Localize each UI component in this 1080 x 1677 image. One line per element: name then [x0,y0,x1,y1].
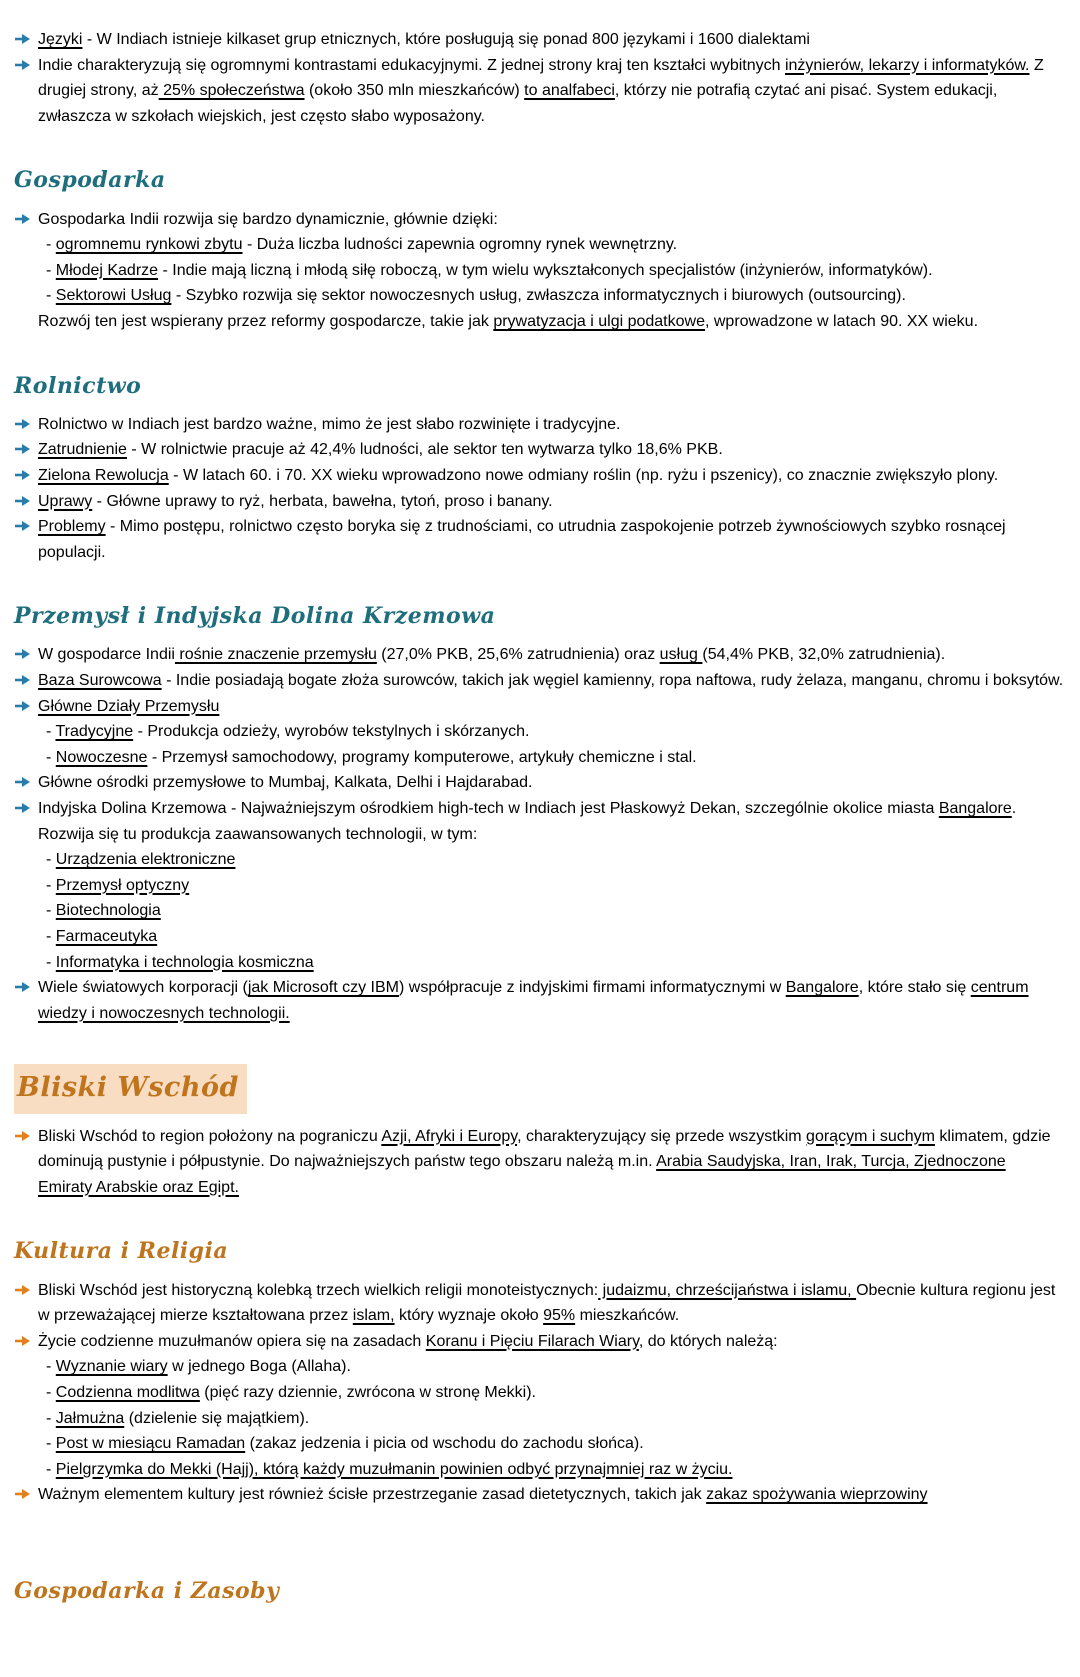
text-segment: - Indie posiadają bogate złoża surowców, takich jak węgiel kamienny, ropa naftowa, rudy żelaza, manganu, chromu i boksytów. [161,672,1064,690]
dash-sub-item [14,898,1064,924]
text-segment: - Produkcja odzieży, wyrobów tekstylnych i skórzanych. [133,723,530,741]
underlined-text: islam, [352,1307,395,1325]
arrow-bullet-icon [14,489,38,507]
underlined-text: 25% społeczeństwa [158,82,305,100]
underlined-text: Sektorowi Usług [55,287,172,305]
dash-sub-item [14,719,1064,745]
text-segment: Z drugiej strony, aż [38,56,1044,100]
arrow-bullet-icon [14,770,38,788]
dash-sub-item [14,924,1064,950]
dash-sub-item [14,950,1064,976]
text-segment: - [46,851,56,869]
underlined-text: Urządzenia elektroniczne [55,851,236,869]
arrow-list-item [14,514,1064,565]
arrow-bullet-icon [14,1124,38,1142]
text-segment: - [46,902,56,920]
arrow-list-item [14,796,1064,847]
list-item-text [38,796,1064,847]
list-item-text [38,1124,1064,1201]
dash-sub-item [14,847,1064,873]
list-item-text [38,412,1064,438]
arrow-bullet-icon [14,1278,38,1296]
list-item-text [38,1482,1064,1508]
underlined-text: Nowoczesne [55,748,148,766]
text-segment: Bliski Wschód jest historyczną kolebką trzech wielkich religii monoteistycznych: [38,1281,599,1299]
text-segment: Gospodarka Indii rozwija się bardzo dynamicznie, głównie dzięki: [38,210,498,228]
section-heading [14,599,1064,634]
dash-sub-item [14,1354,1064,1380]
text-segment: - Szybko rozwija się sektor nowoczesnych usług, zwłaszcza informatycznych i biurowych (outsourcing). [171,287,906,305]
list-item-text [38,489,1064,515]
dash-sub-item [14,1406,1064,1432]
text-segment: , do których należą: [638,1332,778,1350]
arrow-list-item [14,642,1064,668]
text-segment: Życie codzienne muzułmanów opiera się na zasadach [38,1332,426,1350]
text-segment: , wprowadzone w latach 90. XX wieku. [704,312,979,330]
list-item-text [38,53,1064,130]
arrow-bullet-icon [14,642,38,660]
text-segment: - W rolnictwie pracuje aż 42,4% ludności, ale sektor ten wytwarza tylko 18,6% PKB. [126,441,723,459]
text-segment: Ważnym elementem kultury jest również ścisłe przestrzeganie zasad dietetycznych, takich jak [38,1486,707,1504]
arrow-list-item [14,770,1064,796]
underlined-text: Koranu i Pięciu Filarach Wiary [425,1332,639,1350]
text-segment: - Mimo postępu, rolnictwo często boryka się z trudnościami, co utrudnia zaspokojenie potrzeb żywnościowych szybko rosnącej populacji. [38,518,1006,561]
arrow-list-item [14,27,1064,53]
dash-sub-item [14,1457,1064,1483]
underlined-text: jak Microsoft czy IBM [247,979,399,997]
text-segment: - [46,953,56,971]
arrow-bullet-icon [14,694,38,712]
dash-sub-item [14,258,1064,284]
text-segment: - Przemysł samochodowy, programy komputerowe, artykuły chemiczne i stal. [147,748,697,766]
dash-sub-item [14,283,1064,309]
text-segment: - [46,1460,56,1478]
underlined-text: Jałmużna [55,1409,125,1427]
arrow-bullet-icon [14,463,38,481]
arrow-list-item [14,694,1064,720]
arrow-bullet-icon [14,668,38,686]
text-segment: Rolnictwo w Indiach jest bardzo ważne, mimo że jest słabo rozwinięte i tradycyjne. [38,415,621,433]
list-item-text [38,770,1064,796]
arrow-bullet-icon [14,796,38,814]
text-segment: (pięć razy dziennie, zwrócona w stronę Mekki). [199,1383,536,1401]
text-segment: - [46,748,56,766]
section-heading [14,1574,1064,1609]
text-segment: - Indie mają liczną i młodą siłę roboczą, w tym wielu wykształconych specjalistów (inżynierów, informatyków). [158,261,933,279]
list-item-text [38,975,1064,1026]
arrow-bullet-icon [14,514,38,532]
arrow-list-item [14,412,1064,438]
text-segment: - [46,1409,56,1427]
section-heading [14,1064,1064,1113]
arrow-list-item [14,463,1064,489]
list-item-text [38,1329,1064,1355]
arrow-bullet-icon [14,975,38,993]
text-segment: Obecnie kultura regionu jest w przeważającej mierze kształtowana przez [38,1281,1056,1325]
text-segment: klimatem, gdzie dominują pustynie i półpustynie. Do najważniejszych państw tego obszaru należą m.in. [38,1127,1051,1171]
underlined-text: Przemysł optyczny [55,876,190,894]
underlined-text: gorącym i suchym [806,1127,935,1145]
text-segment: w jednego Boga (Allaha). [167,1358,351,1376]
continuation-paragraph [14,309,1064,335]
section-heading [14,163,1064,198]
arrow-list-item [14,1482,1064,1508]
dash-sub-item [14,232,1064,258]
list-item-text [38,207,1064,233]
underlined-text: to analfabeci [524,82,615,100]
text-segment: (27,0% PKB, 25,6% zatrudnienia) oraz [376,646,660,664]
dash-sub-item [14,745,1064,771]
text-segment: (około 350 mln mieszkańców) [304,82,525,100]
underlined-text: Pielgrzymka do Mekki (Hajj), którą każdy muzułmanin powinien odbyć przynajmniej raz w życiu. [55,1460,733,1478]
text-segment: . Rozwija się tu produkcja zaawansowanych technologii, w tym: [38,800,1017,843]
arrow-list-item [14,53,1064,130]
underlined-text: Biotechnologia [55,902,161,920]
section-heading-text: Kultura i Religia [14,1238,229,1265]
underlined-text: Bangalore [785,979,859,997]
list-item-text [38,1278,1064,1329]
section-heading-text: Gospodarka [14,167,166,194]
text-segment: - [46,261,56,279]
text-segment: Rozwój ten jest wspierany przez reformy gospodarcze, takie jak [38,312,494,330]
arrow-bullet-icon [14,412,38,430]
text-segment: - Główne uprawy to ryż, herbata, bawełna, tytoń, proso i banany. [92,492,553,510]
text-segment: - [46,1435,56,1453]
underlined-text: Farmaceutyka [55,928,158,945]
text-segment: - Duża liczba ludności zapewnia ogromny rynek wewnętrzny. [242,236,678,254]
text-segment: (54,4% PKB, 32,0% zatrudnienia). [702,646,946,664]
dash-sub-item [14,1431,1064,1457]
underlined-text: prywatyzacja i ulgi podatkowe [493,312,705,330]
arrow-list-item [14,207,1064,233]
list-item-text [38,27,1064,53]
arrow-bullet-icon [14,53,38,71]
underlined-text: 95% [543,1307,576,1325]
arrow-list-item [14,1124,1064,1201]
list-item-text [38,668,1064,694]
highlighted-heading-text: Bliski Wschód [14,1064,247,1113]
text-segment: Indyjska Dolina Krzemowa - Najważniejszym ośrodkiem high-tech w Indiach jest Płaskowyż Dekan, szczególnie okolice miasta [38,800,939,818]
underlined-text: Główne Działy Przemysłu [38,697,220,715]
arrow-bullet-icon [14,1482,38,1500]
text-segment: ) współpracuje z indyjskimi firmami informatycznymi w [398,979,786,997]
arrow-list-item [14,1329,1064,1355]
text-segment: - W latach 60. i 70. XX wieku wprowadzono nowe odmiany roślin (np. ryżu i pszenicy), co znacznie zwiększyło plony. [168,466,999,484]
text-segment: Wiele światowych korporacji ( [38,979,248,997]
underlined-text: Języki [38,31,83,48]
section-heading-text: Gospodarka i Zasoby [14,1577,280,1604]
underlined-text: usług [659,646,703,664]
text-segment: , charakteryzujący się przede wszystkim [517,1127,807,1145]
list-item-text [38,463,1064,489]
list-item-text [38,694,1064,720]
arrow-list-item [14,668,1064,694]
section-heading-text: Przemysł i Indyjska Dolina Krzemowa [14,603,496,630]
arrow-bullet-icon [14,437,38,455]
section-heading [14,1234,1064,1269]
underlined-text: Baza Surowcowa [38,672,162,690]
arrow-list-item [14,489,1064,515]
underlined-text: Problemy [38,518,106,536]
underlined-text: inżynierów, lekarzy i informatyków. [784,56,1030,74]
text-segment: - [46,1383,56,1401]
arrow-list-item [14,1278,1064,1329]
arrow-bullet-icon [14,27,38,45]
text-segment: mieszkańców. [575,1307,680,1325]
arrow-bullet-icon [14,207,38,225]
text-segment: Indie charakteryzują się ogromnymi kontrastami edukacyjnymi. Z jednej strony kraj ten kształci wybitnych [38,56,785,74]
underlined-text: Bangalore [938,800,1012,818]
underlined-text: Wyznanie wiary [55,1358,168,1376]
arrow-list-item [14,437,1064,463]
text-segment: - [46,236,56,254]
text-segment: (zakaz jedzenia i picia od wschodu do zachodu słońca). [245,1435,644,1453]
underlined-text: rośnie znaczenie przemysłu [174,646,377,664]
list-item-text [38,437,1064,463]
text-segment: W gospodarce Indii [38,646,175,664]
text-segment: , które stało się [858,979,971,997]
text-segment: - [46,723,56,741]
text-segment: - [46,876,56,894]
text-segment: Główne ośrodki przemysłowe to Mumbaj, Kalkata, Delhi i Hajdarabad. [38,774,533,792]
arrow-list-item [14,975,1064,1026]
underlined-text: Azji, Afryki i Europy [381,1127,518,1145]
text-segment: , którzy nie potrafią czytać ani pisać. System edukacji, zwłaszcza w szkołach wiejskich, jest często słabo wyposażony. [38,82,998,125]
underlined-text: Post w miesiącu Ramadan [55,1435,246,1453]
dash-sub-item [14,1380,1064,1406]
underlined-text: judaizmu, chrześcijaństwa i islamu, [598,1281,857,1299]
underlined-text: Młodej Kadrze [55,261,159,279]
text-segment: który wyznaje około [394,1307,544,1325]
list-item-text [38,642,1064,668]
text-segment: - W Indiach istnieje kilkaset grup etnicznych, które posługują się ponad 800 językami i 1600 dialektami [82,31,810,48]
text-segment: - [46,287,56,305]
underlined-text: centrum wiedzy i nowoczesnych technologii. [38,979,1029,1022]
underlined-text: Zatrudnienie [38,441,127,459]
section-heading [14,369,1064,404]
underlined-text: Arabia Saudyjska, Iran, Irak, Turcja, Zjednoczone Emiraty Arabskie oraz Egipt. [38,1153,1006,1196]
list-item-text [38,514,1064,565]
text-segment: Bliski Wschód to region położony na pograniczu [38,1127,382,1145]
underlined-text: Zielona Rewolucja [38,466,169,484]
underlined-text: Uprawy [38,492,93,510]
text-segment: - [46,1358,56,1376]
underlined-text: ogromnemu rynkowi zbytu [55,236,243,254]
text-segment: - [46,928,56,945]
underlined-text: Codzienna modlitwa [55,1383,200,1401]
document-body [14,27,1064,1609]
arrow-bullet-icon [14,1329,38,1347]
text-segment: (dzielenie się majątkiem). [124,1409,310,1427]
underlined-text: Informatyka i technologia kosmiczna [55,953,314,971]
underlined-text: zakaz spożywania wieprzowiny [706,1486,928,1504]
underlined-text: Tradycyjne [55,723,134,741]
dash-sub-item [14,873,1064,899]
section-heading-text: Rolnictwo [14,372,142,399]
